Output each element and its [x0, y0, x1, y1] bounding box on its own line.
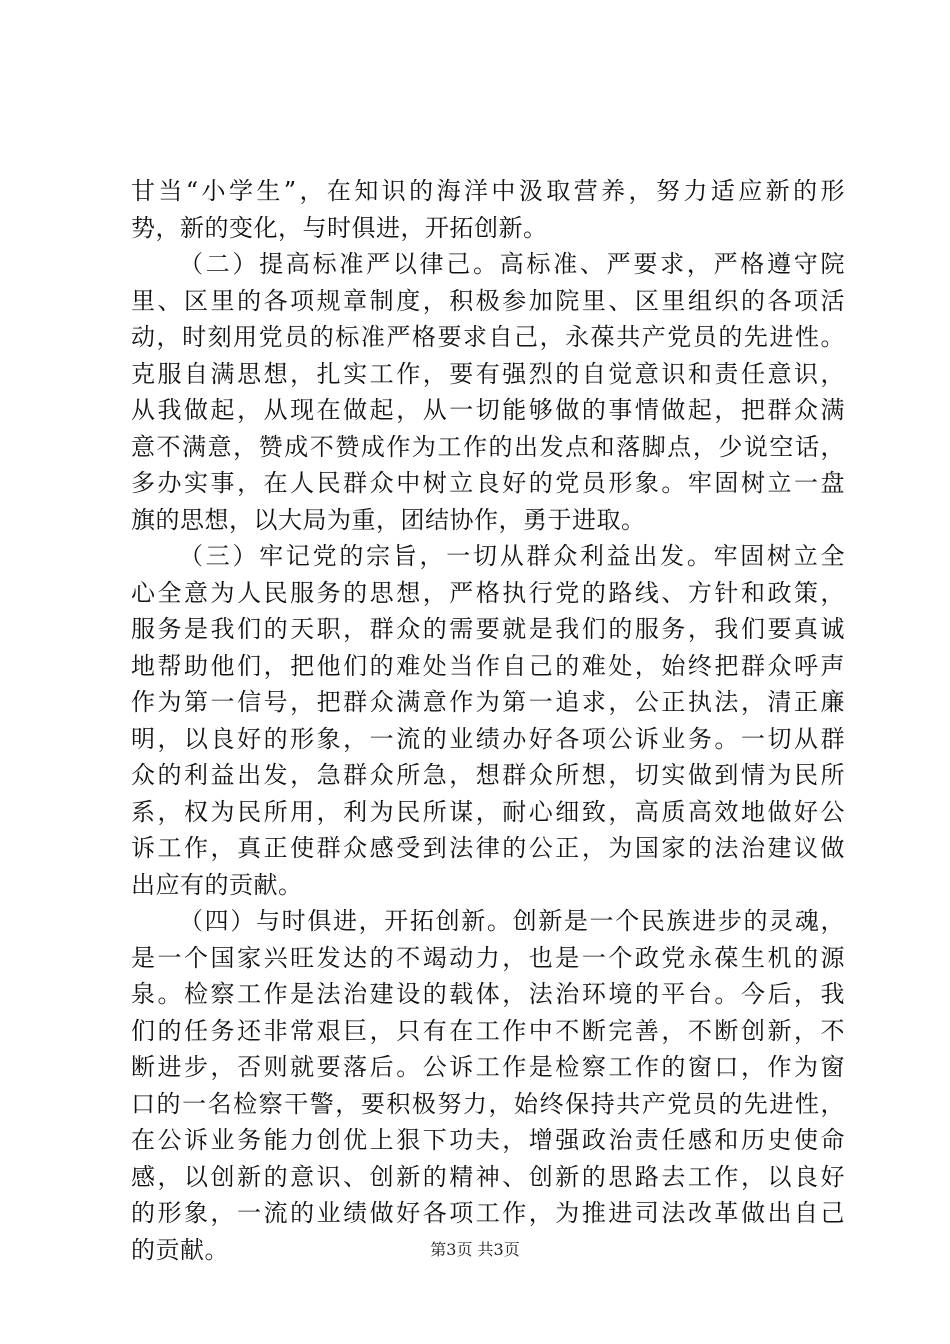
text-line: 们的任务还非常艰巨，只有在工作中不断完善，不断创新，不 — [131, 1016, 845, 1045]
document-body — [131, 173, 845, 1268]
text-line: 明，以良好的形象，一流的业绩办好各项公诉业务。一切从群 — [131, 724, 845, 753]
text-line: 口的一名检察干警，要积极努力，始终保持共产党员的先进性， — [131, 1089, 845, 1118]
text-line: 作为第一信号，把群众满意作为第一追求，公正执法，清正廉 — [131, 688, 845, 716]
text-line: 泉。检察工作是法治建设的载体，法治环境的平台。今后，我 — [131, 980, 845, 1008]
text-line: 服务是我们的天职，群众的需要就是我们的服务，我们要真诚 — [131, 615, 845, 643]
text-line: 里、区里的各项规章制度，积极参加院里、区里组织的各项活 — [131, 286, 845, 315]
paragraph-heading-4: （四）与时俱进，开拓创新。创新是一个民族进步的灵魂， — [179, 907, 845, 935]
text-line: 心全意为人民服务的思想，严格执行党的路线、方针和政策， — [131, 578, 845, 607]
text-line: 的形象，一流的业绩做好各项工作，为推进司法改革做出自己 — [131, 1199, 845, 1227]
text-line: 感，以创新的意识、创新的精神、创新的思路去工作，以良好 — [131, 1162, 845, 1191]
text-line: 系，权为民所用，利为民所谋，耐心细致，高质高效地做好公 — [131, 797, 845, 826]
page-footer — [0, 1240, 950, 1260]
text-line: 多办实事，在人民群众中树立良好的党员形象。牢固树立一盘 — [131, 469, 845, 497]
text-line: 出应有的贡献。 — [131, 870, 303, 899]
paragraph-heading-2: （二）提高标准严以律己。高标准、严要求，严格遵守院 — [179, 250, 845, 278]
text-line: 地帮助他们，把他们的难处当作自己的难处，始终把群众呼声 — [131, 651, 845, 680]
text-line: 动，时刻用党员的标准严格要求自己，永葆共产党员的先进性。 — [131, 323, 845, 351]
paragraph-heading-3: （三）牢记党的宗旨，一切从群众利益出发。牢固树立全 — [179, 542, 845, 570]
text-line: 势，新的变化，与时俱进，开拓创新。 — [131, 213, 548, 242]
text-line: 意不满意，赞成不赞成作为工作的出发点和落脚点，少说空话， — [131, 432, 845, 461]
text-line: 的贡献。 — [131, 1235, 229, 1264]
text-line: 从我做起，从现在做起，从一切能够做的事情做起，把群众满 — [131, 396, 845, 424]
text-line: 是一个国家兴旺发达的不竭动力，也是一个政党永葆生机的源 — [131, 943, 845, 972]
text-line: 众的利益出发，急群众所急，想群众所想，切实做到情为民所 — [131, 761, 845, 789]
page-number: 第3页 共3页 — [430, 1240, 520, 1259]
text-line: 诉工作，真正使群众感受到法律的公正，为国家的法治建议做 — [131, 834, 845, 862]
text-line: 克服自满思想，扎实工作，要有强烈的自觉意识和责任意识， — [131, 359, 845, 388]
text-line: 旗的思想，以大局为重，团结协作，勇于进取。 — [131, 505, 646, 534]
text-line: 断进步，否则就要落后。公诉工作是检察工作的窗口，作为窗 — [131, 1053, 845, 1081]
text-line: 甘当“小学生”，在知识的海洋中汲取营养，努力适应新的形 — [131, 177, 845, 205]
text-line: 在公诉业务能力创优上狠下功夫，增强政治责任感和历史使命 — [131, 1126, 845, 1154]
